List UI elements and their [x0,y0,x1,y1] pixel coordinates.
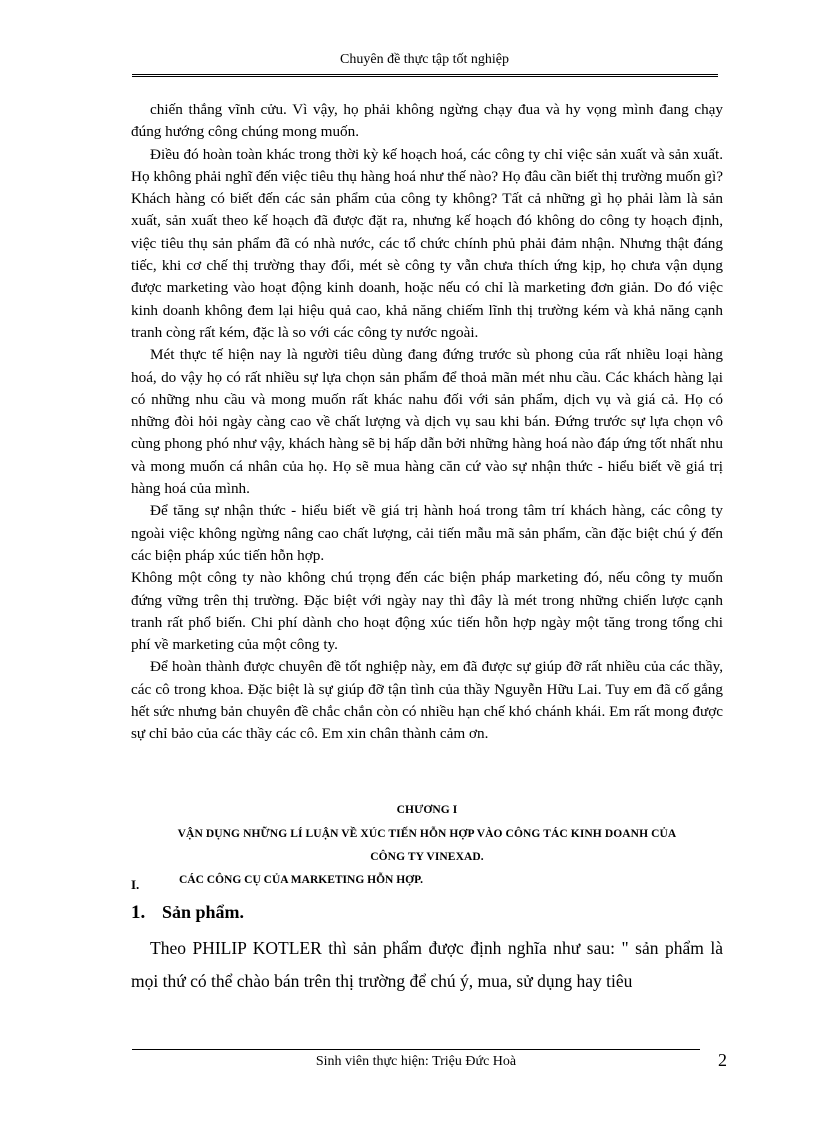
paragraph: Để hoàn thành được chuyên đề tốt nghiệp này, em đã được sự giúp đỡ rất nhiều của các thầy, các cô trong khoa. Đặc biệt là sự giúp đỡ tận tình của thầy Nguyễn Hữu Lai. Tuy em đã cố gắng hết sức nhưng bản chuyên đề chắc chắn còn có nhiều hạn chế khó chánh khái. Em rất mong được sự chỉ bảo của các thầy các cô. Em xin chân thành cảm ơn. [131,658,723,743]
page-number: 2 [718,1050,727,1070]
body-text [131,99,723,746]
paragraph: Theo PHILIP KOTLER thì sản phẩm được định nghĩa như sau: " sản phẩm là mọi thứ có thể chào bán trên thị trường để chú ý, mua, sử dụng hay tiêu [131,938,723,991]
footer-author: Sinh viên thực hiện: Triệu Đức Hoà [315,1054,517,1069]
large-text-block [131,932,723,998]
subsection-number: 1. [131,902,146,923]
chapter-title-line1: VẬN DỤNG NHỮNG LÍ LUẬN VỀ XÚC TIẾN HỖN HỢP VÀO CÔNG TÁC KINH DOANH CỦA [177,828,677,840]
page-header: Chuyên đề thực tập tốt nghiệp [340,52,509,67]
footer-divider [132,1049,700,1050]
chapter-title-line2: CÔNG TY VINEXAD. [370,851,484,863]
header-divider [132,74,718,77]
paragraph: Mét thực tế hiện nay là người tiêu dùng đang đứng trước sù phong của rất nhiều loại hàng hoá, do vậy họ có rất nhiều sự lựa chọn sản phẩm để thoả mãn mét nhu cầu. Các khách hàng lại có những nhu cầu và mong muốn rất khác nahu đối với sản phẩm, dịch vụ và giá cả. Họ có những đòi hỏi ngày càng cao về chất lượng và dịch vụ sau khi bán. Đứng trước sự lựa chọn vô cùng phong phó như vậy, khách hàng sẽ bị hấp dẫn bởi những hàng hoá nào đáp ứng tốt nhất nhu và mong muốn cá nhân của họ. Họ sẽ mua hàng căn cứ vào sự nhận thức - hiểu biết về giá trị hàng hoá của mình. [131,346,723,498]
paragraph: chiến thắng vĩnh cửu. Vì vậy, họ phải không ngừng chạy đua và hy vọng mình đang chạy đúng hướng công chúng mong muốn. [131,101,723,141]
paragraph: Điều đó hoàn toàn khác trong thời kỳ kế hoạch hoá, các công ty chỉ việc sản xuất và sản xuất. Họ không phải nghĩ đến việc tiêu thụ hàng hoá như thế nào? Họ đâu cần biết thị trường muốn gì? Khách hàng có biết đến các sản phẩm của công ty không? Tất cả những gì họ phải làm là sản xuất, sản xuất theo kế hoạch đã được đặt ra, nhưng kế hoạch đó không do công ty hoạch định, việc tiêu thụ sản phẩm đã có nhà nước, các tổ chức chính phủ phải đảm nhận. Nhưng thật đáng tiếc, khi cơ chế thị trường thay đổi, mét sè công ty vẫn chưa thích ứng kịp, họ chưa vận dụng được marketing vào hoạt động kinh doanh, hoặc nếu có chỉ là marketing đơn giản. Do đó việc kinh doanh không đem lại hiệu quả cao, khả năng chiếm lĩnh thị trường kém và khả năng cạnh tranh còng rất kém, đặc là so với các công ty nước ngoài. [131,145,723,341]
paragraph: Không một công ty nào không chú trọng đến các biện pháp marketing đó, nếu công ty muốn đứng vững trên thị trường. Đặc biệt với ngày nay thì đây là mét trong những chiến lược cạnh tranh rất phổ biến. Chi phí dành cho hoạt động xúc tiến hỗn hợp ngày một tăng trong tổng chi phí về marketing của một công ty. [131,569,723,654]
section-number: I. [131,877,140,892]
paragraph: Để tăng sự nhận thức - hiểu biết về giá trị hành hoá trong tâm trí khách hàng, các công ty ngoài việc không ngừng nâng cao chất lượng, cải tiến mẫu mã sản phẩm, cần đặc biệt chú ý đến các biện pháp xúc tiến hỗn hợp. [131,502,723,564]
subsection-title: Sản phẩm. [162,902,245,922]
chapter-label: CHƯƠNG I [396,804,458,816]
section-title: CÁC CÔNG CỤ CỦA MARKETING HỖN HỢP. [179,874,423,886]
